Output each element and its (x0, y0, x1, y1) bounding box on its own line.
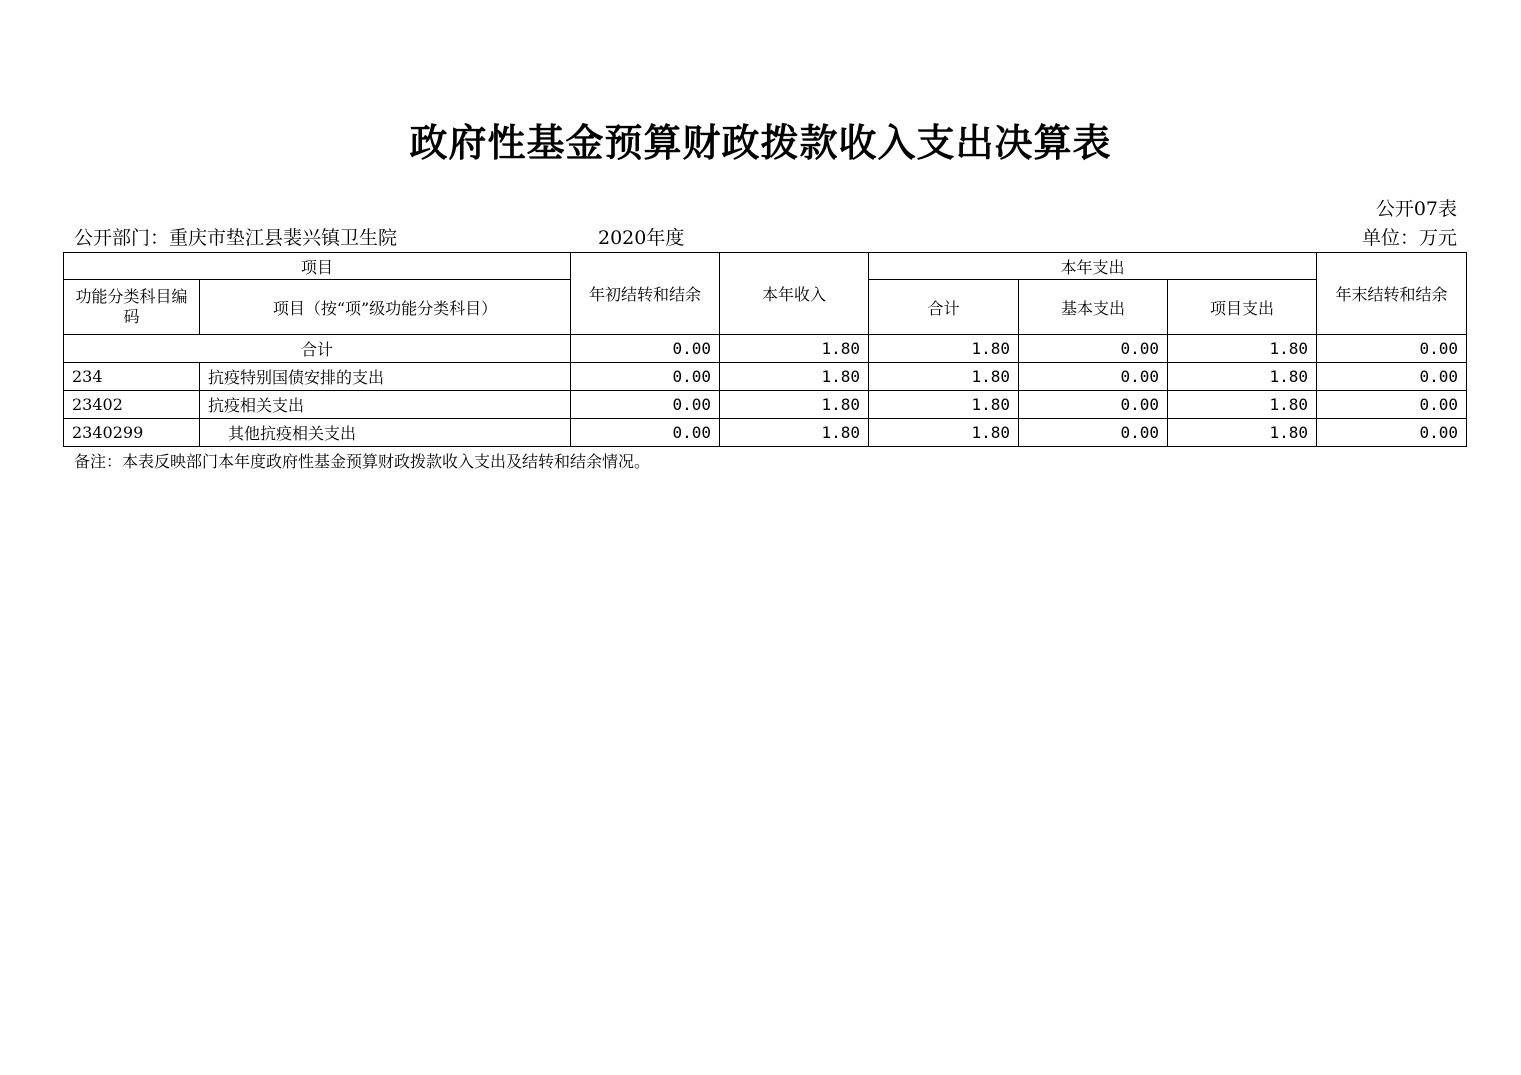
footnote: 备注：本表反映部门本年度政府性基金预算财政拨款收入支出及结转和结余情况。 (74, 452, 651, 471)
header-expense-project: 项目支出 (1168, 280, 1317, 335)
cell-begin-balance: 0.00 (571, 419, 720, 447)
form-number: 公开07表 (1375, 198, 1457, 220)
unit-label: 单位：万元 (1361, 227, 1457, 249)
cell-end-balance: 0.00 (1317, 335, 1467, 363)
cell-code: 23402 (64, 391, 200, 419)
cell-expense-total: 1.80 (869, 335, 1019, 363)
cell-expense-project: 1.80 (1168, 335, 1317, 363)
header-end-balance: 年末结转和结余 (1317, 253, 1467, 335)
header-row-1 (64, 253, 1467, 280)
cell-code: 234 (64, 363, 200, 391)
cell-begin-balance: 0.00 (571, 363, 720, 391)
cell-income: 1.80 (720, 419, 869, 447)
cell-income: 1.80 (720, 363, 869, 391)
cell-end-balance: 0.00 (1317, 419, 1467, 447)
cell-name: 其他抗疫相关支出 (200, 419, 571, 447)
cell-expense-project: 1.80 (1168, 391, 1317, 419)
cell-name: 抗疫特别国债安排的支出 (200, 363, 571, 391)
header-expense-group: 本年支出 (869, 253, 1317, 280)
cell-expense-total: 1.80 (869, 363, 1019, 391)
header-project-name: 项目（按“项”级功能分类科目） (200, 280, 571, 335)
cell-expense-basic: 0.00 (1019, 363, 1168, 391)
table-row (64, 363, 1467, 391)
department-label: 公开部门：重庆市垫江县裴兴镇卫生院 (74, 227, 398, 249)
cell-income: 1.80 (720, 335, 869, 363)
cell-expense-project: 1.80 (1168, 419, 1317, 447)
cell-income: 1.80 (720, 391, 869, 419)
fiscal-year: 2020年度 (598, 227, 685, 249)
header-func-code: 功能分类科目编码 (64, 280, 200, 335)
total-label: 合计 (64, 335, 571, 363)
header-expense-basic: 基本支出 (1019, 280, 1168, 335)
header-income: 本年收入 (720, 253, 869, 335)
cell-expense-basic: 0.00 (1019, 391, 1168, 419)
cell-expense-basic: 0.00 (1019, 419, 1168, 447)
total-row (64, 335, 1467, 363)
cell-name: 抗疫相关支出 (200, 391, 571, 419)
cell-begin-balance: 0.00 (571, 335, 720, 363)
cell-expense-project: 1.80 (1168, 363, 1317, 391)
budget-table (63, 252, 1467, 447)
header-project: 项目 (64, 253, 571, 280)
cell-begin-balance: 0.00 (571, 391, 720, 419)
cell-expense-total: 1.80 (869, 391, 1019, 419)
cell-end-balance: 0.00 (1317, 363, 1467, 391)
cell-end-balance: 0.00 (1317, 391, 1467, 419)
table-row (64, 419, 1467, 447)
page-title: 政府性基金预算财政拨款收入支出决算表 (409, 121, 1112, 165)
cell-expense-total: 1.80 (869, 419, 1019, 447)
cell-code: 2340299 (64, 419, 200, 447)
header-begin-balance: 年初结转和结余 (571, 253, 720, 335)
cell-expense-basic: 0.00 (1019, 335, 1168, 363)
header-expense-total: 合计 (869, 280, 1019, 335)
table-row (64, 391, 1467, 419)
